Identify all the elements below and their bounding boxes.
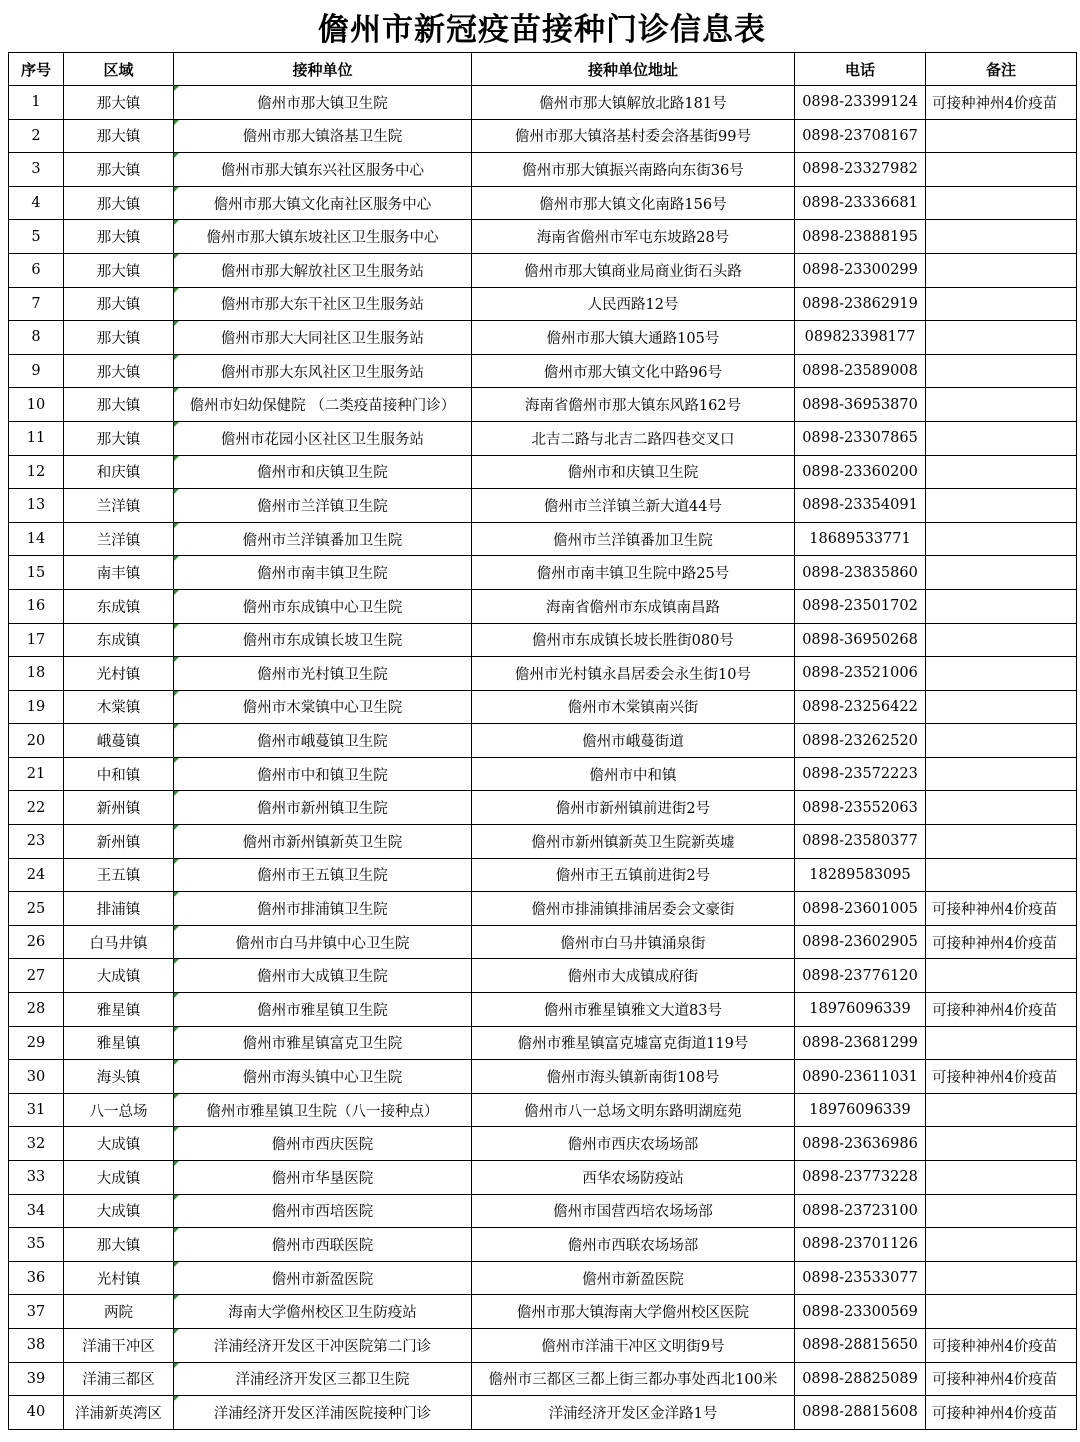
cell-unit: 儋州市东成镇中心卫生院	[174, 589, 472, 623]
cell-unit: 儋州市东成镇长坡卫生院	[174, 623, 472, 657]
cell-phone: 0890-23611031	[795, 1060, 926, 1094]
cell-address: 儋州市兰洋镇兰新大道44号	[472, 489, 795, 523]
cell-remark	[926, 1026, 1077, 1060]
table-row	[9, 421, 1077, 455]
table-row	[9, 1362, 1077, 1396]
cell-region: 那大镇	[64, 119, 174, 153]
cell-phone: 0898-23636986	[795, 1127, 926, 1161]
cell-index: 3	[9, 153, 64, 187]
cell-index: 38	[9, 1328, 64, 1362]
cell-region: 王五镇	[64, 858, 174, 892]
table-row	[9, 153, 1077, 187]
cell-remark	[926, 1194, 1077, 1228]
cell-address: 海南省儋州市军屯东坡路28号	[472, 220, 795, 254]
cell-address: 儋州市那大镇商业局商业街石头路	[472, 253, 795, 287]
cell-region: 大成镇	[64, 1194, 174, 1228]
cell-remark	[926, 522, 1077, 556]
cell-remark	[926, 1228, 1077, 1262]
cell-unit: 儋州市西庆医院	[174, 1127, 472, 1161]
cell-address: 儋州市那大镇海南大学儋州校区医院	[472, 1295, 795, 1329]
cell-remark: 可接种神州4价疫苗	[926, 1328, 1077, 1362]
cell-region: 那大镇	[64, 321, 174, 355]
cell-index: 23	[9, 825, 64, 859]
table-row	[9, 1093, 1077, 1127]
cell-unit: 儋州市雅星镇卫生院（八一接种点）	[174, 1093, 472, 1127]
table-row	[9, 959, 1077, 993]
cell-remark	[926, 1261, 1077, 1295]
cell-phone: 0898-28825089	[795, 1362, 926, 1396]
cell-unit: 儋州市华垦医院	[174, 1161, 472, 1195]
cell-phone: 0898-23262520	[795, 724, 926, 758]
cell-address: 洋浦经济开发区金洋路1号	[472, 1396, 795, 1430]
cell-phone: 0898-23307865	[795, 421, 926, 455]
cell-address: 儋州市大成镇成府街	[472, 959, 795, 993]
cell-region: 东成镇	[64, 589, 174, 623]
cell-index: 39	[9, 1362, 64, 1396]
cell-phone: 0898-23552063	[795, 791, 926, 825]
cell-phone: 0898-23533077	[795, 1261, 926, 1295]
table-row	[9, 1396, 1077, 1430]
cell-phone: 0898-23572223	[795, 757, 926, 791]
cell-remark	[926, 388, 1077, 422]
cell-index: 28	[9, 993, 64, 1027]
cell-phone: 0898-23723100	[795, 1194, 926, 1228]
header-phone: 电话	[795, 53, 926, 86]
cell-unit: 儋州市白马井镇中心卫生院	[174, 925, 472, 959]
header-address: 接种单位地址	[472, 53, 795, 86]
cell-address: 儋州市南丰镇卫生院中路25号	[472, 556, 795, 590]
table-row	[9, 86, 1077, 120]
cell-region: 兰洋镇	[64, 522, 174, 556]
cell-address: 儋州市那大镇大通路105号	[472, 321, 795, 355]
cell-remark: 可接种神州4价疫苗	[926, 925, 1077, 959]
table-row	[9, 1328, 1077, 1362]
cell-index: 19	[9, 690, 64, 724]
cell-unit: 儋州市那大镇卫生院	[174, 86, 472, 120]
table-row	[9, 825, 1077, 859]
cell-unit: 儋州市西联医院	[174, 1228, 472, 1262]
table-row	[9, 1194, 1077, 1228]
cell-address: 儋州市那大镇解放北路181号	[472, 86, 795, 120]
cell-index: 31	[9, 1093, 64, 1127]
header-region: 区域	[64, 53, 174, 86]
table-row	[9, 1228, 1077, 1262]
cell-region: 雅星镇	[64, 993, 174, 1027]
cell-phone: 0898-23501702	[795, 589, 926, 623]
table-row	[9, 791, 1077, 825]
cell-remark	[926, 724, 1077, 758]
cell-remark	[926, 421, 1077, 455]
cell-remark	[926, 253, 1077, 287]
cell-index: 18	[9, 657, 64, 691]
cell-remark	[926, 489, 1077, 523]
cell-phone: 0898-23708167	[795, 119, 926, 153]
cell-remark	[926, 1127, 1077, 1161]
cell-region: 雅星镇	[64, 1026, 174, 1060]
cell-unit: 儋州市那大镇洛基卫生院	[174, 119, 472, 153]
clinic-table	[8, 52, 1077, 1430]
cell-remark	[926, 287, 1077, 321]
cell-address: 儋州市峨蔓街道	[472, 724, 795, 758]
cell-unit: 儋州市雅星镇卫生院	[174, 993, 472, 1027]
table-row	[9, 253, 1077, 287]
cell-address: 儋州市新州镇前进街2号	[472, 791, 795, 825]
table-row	[9, 186, 1077, 220]
cell-index: 25	[9, 892, 64, 926]
cell-index: 6	[9, 253, 64, 287]
cell-phone: 0898-23681299	[795, 1026, 926, 1060]
cell-remark	[926, 556, 1077, 590]
cell-remark	[926, 791, 1077, 825]
cell-region: 那大镇	[64, 220, 174, 254]
cell-region: 洋浦干冲区	[64, 1328, 174, 1362]
cell-phone: 0898-23862919	[795, 287, 926, 321]
cell-unit: 儋州市那大解放社区卫生服务站	[174, 253, 472, 287]
cell-remark	[926, 959, 1077, 993]
cell-index: 13	[9, 489, 64, 523]
table-row	[9, 1295, 1077, 1329]
cell-unit: 儋州市那大镇东兴社区服务中心	[174, 153, 472, 187]
table-row	[9, 321, 1077, 355]
cell-region: 那大镇	[64, 388, 174, 422]
cell-unit: 儋州市大成镇卫生院	[174, 959, 472, 993]
cell-remark	[926, 119, 1077, 153]
cell-phone: 0898-23601005	[795, 892, 926, 926]
cell-phone: 0898-23336681	[795, 186, 926, 220]
cell-phone: 0898-23300569	[795, 1295, 926, 1329]
cell-index: 27	[9, 959, 64, 993]
header-unit: 接种单位	[174, 53, 472, 86]
cell-unit: 儋州市西培医院	[174, 1194, 472, 1228]
cell-phone: 0898-23327982	[795, 153, 926, 187]
cell-index: 15	[9, 556, 64, 590]
cell-index: 12	[9, 455, 64, 489]
cell-region: 那大镇	[64, 186, 174, 220]
cell-phone: 0898-23835860	[795, 556, 926, 590]
cell-index: 20	[9, 724, 64, 758]
table-body	[9, 86, 1077, 1430]
cell-region: 新州镇	[64, 825, 174, 859]
cell-phone: 0898-23773228	[795, 1161, 926, 1195]
cell-unit: 儋州市那大东干社区卫生服务站	[174, 287, 472, 321]
cell-region: 排浦镇	[64, 892, 174, 926]
cell-region: 白马井镇	[64, 925, 174, 959]
cell-unit: 洋浦经济开发区三都卫生院	[174, 1362, 472, 1396]
cell-address: 儋州市中和镇	[472, 757, 795, 791]
cell-unit: 儋州市妇幼保健院 （二类疫苗接种门诊）	[174, 388, 472, 422]
cell-index: 7	[9, 287, 64, 321]
cell-unit: 儋州市木棠镇中心卫生院	[174, 690, 472, 724]
cell-index: 16	[9, 589, 64, 623]
cell-address: 儋州市西庆农场场部	[472, 1127, 795, 1161]
cell-unit: 儋州市新盈医院	[174, 1261, 472, 1295]
cell-remark	[926, 589, 1077, 623]
table-header	[9, 53, 1077, 86]
cell-region: 光村镇	[64, 1261, 174, 1295]
cell-index: 8	[9, 321, 64, 355]
cell-unit: 儋州市兰洋镇番加卫生院	[174, 522, 472, 556]
table-row	[9, 1127, 1077, 1161]
table-row	[9, 455, 1077, 489]
cell-remark: 可接种神州4价疫苗	[926, 1362, 1077, 1396]
cell-phone: 0898-36953870	[795, 388, 926, 422]
cell-remark: 可接种神州4价疫苗	[926, 86, 1077, 120]
cell-unit: 儋州市那大镇文化南社区服务中心	[174, 186, 472, 220]
cell-remark	[926, 220, 1077, 254]
cell-index: 11	[9, 421, 64, 455]
cell-remark	[926, 825, 1077, 859]
cell-region: 那大镇	[64, 253, 174, 287]
cell-address: 儋州市西联农场场部	[472, 1228, 795, 1262]
cell-address: 儋州市雅星镇富克墟富克街道119号	[472, 1026, 795, 1060]
header-remark: 备注	[926, 53, 1077, 86]
cell-phone: 0898-23521006	[795, 657, 926, 691]
cell-region: 东成镇	[64, 623, 174, 657]
cell-address: 儋州市新州镇新英卫生院新英墟	[472, 825, 795, 859]
table-row	[9, 220, 1077, 254]
cell-unit: 儋州市南丰镇卫生院	[174, 556, 472, 590]
cell-address: 北吉二路与北吉二路四巷交叉口	[472, 421, 795, 455]
cell-unit: 海南大学儋州校区卫生防疫站	[174, 1295, 472, 1329]
cell-unit: 洋浦经济开发区洋浦医院接种门诊	[174, 1396, 472, 1430]
cell-address: 儋州市排浦镇排浦居委会文豪街	[472, 892, 795, 926]
cell-index: 30	[9, 1060, 64, 1094]
table-row	[9, 724, 1077, 758]
cell-address: 人民西路12号	[472, 287, 795, 321]
cell-unit: 儋州市兰洋镇卫生院	[174, 489, 472, 523]
cell-index: 34	[9, 1194, 64, 1228]
table-row	[9, 690, 1077, 724]
table-row	[9, 1060, 1077, 1094]
cell-phone: 0898-36950268	[795, 623, 926, 657]
cell-unit: 儋州市光村镇卫生院	[174, 657, 472, 691]
cell-index: 10	[9, 388, 64, 422]
cell-remark	[926, 858, 1077, 892]
cell-phone: 18689533771	[795, 522, 926, 556]
cell-index: 26	[9, 925, 64, 959]
table-row	[9, 1026, 1077, 1060]
cell-phone: 0898-23354091	[795, 489, 926, 523]
cell-phone: 0898-23256422	[795, 690, 926, 724]
cell-region: 大成镇	[64, 959, 174, 993]
cell-unit: 儋州市那大镇东坡社区卫生服务中心	[174, 220, 472, 254]
cell-unit: 儋州市中和镇卫生院	[174, 757, 472, 791]
cell-address: 海南省儋州市那大镇东风路162号	[472, 388, 795, 422]
cell-remark: 可接种神州4价疫苗	[926, 892, 1077, 926]
cell-phone: 0898-28815608	[795, 1396, 926, 1430]
cell-index: 33	[9, 1161, 64, 1195]
cell-region: 大成镇	[64, 1161, 174, 1195]
cell-remark: 可接种神州4价疫苗	[926, 1396, 1077, 1430]
cell-address: 儋州市白马井镇涌泉街	[472, 925, 795, 959]
cell-unit: 儋州市海头镇中心卫生院	[174, 1060, 472, 1094]
cell-remark	[926, 690, 1077, 724]
cell-unit: 儋州市花园小区社区卫生服务站	[174, 421, 472, 455]
cell-region: 中和镇	[64, 757, 174, 791]
cell-region: 洋浦三都区	[64, 1362, 174, 1396]
cell-index: 2	[9, 119, 64, 153]
cell-region: 南丰镇	[64, 556, 174, 590]
cell-phone: 18976096339	[795, 1093, 926, 1127]
cell-remark	[926, 1161, 1077, 1195]
cell-address: 儋州市三都区三都上街三都办事处西北100米	[472, 1362, 795, 1396]
cell-address: 儋州市那大镇振兴南路向东街36号	[472, 153, 795, 187]
cell-index: 9	[9, 354, 64, 388]
cell-remark	[926, 153, 1077, 187]
cell-index: 21	[9, 757, 64, 791]
cell-region: 兰洋镇	[64, 489, 174, 523]
table-row	[9, 925, 1077, 959]
table-row	[9, 556, 1077, 590]
cell-phone: 0898-23399124	[795, 86, 926, 120]
cell-index: 22	[9, 791, 64, 825]
cell-region: 那大镇	[64, 1228, 174, 1262]
cell-index: 24	[9, 858, 64, 892]
cell-region: 和庆镇	[64, 455, 174, 489]
table-row	[9, 388, 1077, 422]
cell-address: 儋州市那大镇文化中路96号	[472, 354, 795, 388]
cell-address: 儋州市东成镇长坡长胜街080号	[472, 623, 795, 657]
cell-remark	[926, 321, 1077, 355]
table-row	[9, 119, 1077, 153]
cell-index: 29	[9, 1026, 64, 1060]
table-row	[9, 892, 1077, 926]
cell-address: 儋州市雅星镇雅文大道83号	[472, 993, 795, 1027]
cell-phone: 0898-23300299	[795, 253, 926, 287]
cell-address: 儋州市光村镇永昌居委会永生街10号	[472, 657, 795, 691]
cell-remark	[926, 623, 1077, 657]
cell-region: 海头镇	[64, 1060, 174, 1094]
cell-index: 35	[9, 1228, 64, 1262]
cell-index: 36	[9, 1261, 64, 1295]
cell-index: 17	[9, 623, 64, 657]
cell-remark	[926, 354, 1077, 388]
cell-unit: 儋州市雅星镇富克卫生院	[174, 1026, 472, 1060]
cell-phone: 0898-23360200	[795, 455, 926, 489]
cell-unit: 儋州市和庆镇卫生院	[174, 455, 472, 489]
cell-region: 那大镇	[64, 421, 174, 455]
table-row	[9, 623, 1077, 657]
cell-address: 儋州市那大镇文化南路156号	[472, 186, 795, 220]
cell-index: 37	[9, 1295, 64, 1329]
cell-phone: 18289583095	[795, 858, 926, 892]
cell-address: 儋州市海头镇新南街108号	[472, 1060, 795, 1094]
cell-address: 儋州市那大镇洛基村委会洛基街99号	[472, 119, 795, 153]
cell-remark	[926, 757, 1077, 791]
cell-address: 儋州市国营西培农场场部	[472, 1194, 795, 1228]
table-row	[9, 657, 1077, 691]
cell-address: 西华农场防疫站	[472, 1161, 795, 1195]
page-title: 儋州市新冠疫苗接种门诊信息表	[318, 11, 766, 48]
cell-index: 40	[9, 1396, 64, 1430]
cell-region: 峨蔓镇	[64, 724, 174, 758]
cell-region: 那大镇	[64, 86, 174, 120]
cell-unit: 儋州市王五镇卫生院	[174, 858, 472, 892]
cell-region: 八一总场	[64, 1093, 174, 1127]
cell-phone: 18976096339	[795, 993, 926, 1027]
cell-index: 1	[9, 86, 64, 120]
cell-index: 32	[9, 1127, 64, 1161]
cell-unit: 儋州市新州镇新英卫生院	[174, 825, 472, 859]
cell-region: 木棠镇	[64, 690, 174, 724]
cell-remark	[926, 186, 1077, 220]
cell-phone: 0898-23602905	[795, 925, 926, 959]
cell-region: 大成镇	[64, 1127, 174, 1161]
cell-address: 儋州市和庆镇卫生院	[472, 455, 795, 489]
cell-index: 5	[9, 220, 64, 254]
table-row	[9, 993, 1077, 1027]
cell-unit: 儋州市新州镇卫生院	[174, 791, 472, 825]
cell-region: 新州镇	[64, 791, 174, 825]
cell-region: 两院	[64, 1295, 174, 1329]
cell-remark: 可接种神州4价疫苗	[926, 1060, 1077, 1094]
cell-unit: 洋浦经济开发区干冲医院第二门诊	[174, 1328, 472, 1362]
table-row	[9, 354, 1077, 388]
cell-unit: 儋州市那大大同社区卫生服务站	[174, 321, 472, 355]
cell-phone: 089823398177	[795, 321, 926, 355]
cell-address: 儋州市八一总场文明东路明湖庭苑	[472, 1093, 795, 1127]
cell-phone: 0898-23888195	[795, 220, 926, 254]
cell-region: 光村镇	[64, 657, 174, 691]
cell-remark	[926, 1093, 1077, 1127]
table-row	[9, 858, 1077, 892]
cell-region: 洋浦新英湾区	[64, 1396, 174, 1430]
cell-remark	[926, 1295, 1077, 1329]
cell-phone: 0898-23580377	[795, 825, 926, 859]
cell-phone: 0898-23776120	[795, 959, 926, 993]
table-row	[9, 1161, 1077, 1195]
cell-phone: 0898-23701126	[795, 1228, 926, 1262]
cell-address: 儋州市新盈医院	[472, 1261, 795, 1295]
cell-region: 那大镇	[64, 354, 174, 388]
cell-address: 儋州市木棠镇南兴街	[472, 690, 795, 724]
header-index: 序号	[9, 53, 64, 86]
cell-address: 儋州市王五镇前进街2号	[472, 858, 795, 892]
cell-phone: 0898-23589008	[795, 354, 926, 388]
header-row	[9, 53, 1077, 86]
table-row	[9, 757, 1077, 791]
cell-index: 14	[9, 522, 64, 556]
cell-phone: 0898-28815650	[795, 1328, 926, 1362]
cell-unit: 儋州市峨蔓镇卫生院	[174, 724, 472, 758]
cell-unit: 儋州市那大东风社区卫生服务站	[174, 354, 472, 388]
cell-address: 海南省儋州市东成镇南昌路	[472, 589, 795, 623]
cell-region: 那大镇	[64, 153, 174, 187]
table-row	[9, 589, 1077, 623]
cell-index: 4	[9, 186, 64, 220]
table-row	[9, 1261, 1077, 1295]
table-row	[9, 287, 1077, 321]
cell-address: 儋州市洋浦干冲区文明街9号	[472, 1328, 795, 1362]
table-row	[9, 522, 1077, 556]
cell-remark	[926, 455, 1077, 489]
cell-region: 那大镇	[64, 287, 174, 321]
cell-unit: 儋州市排浦镇卫生院	[174, 892, 472, 926]
table-row	[9, 489, 1077, 523]
cell-remark: 可接种神州4价疫苗	[926, 993, 1077, 1027]
cell-address: 儋州市兰洋镇番加卫生院	[472, 522, 795, 556]
cell-remark	[926, 657, 1077, 691]
